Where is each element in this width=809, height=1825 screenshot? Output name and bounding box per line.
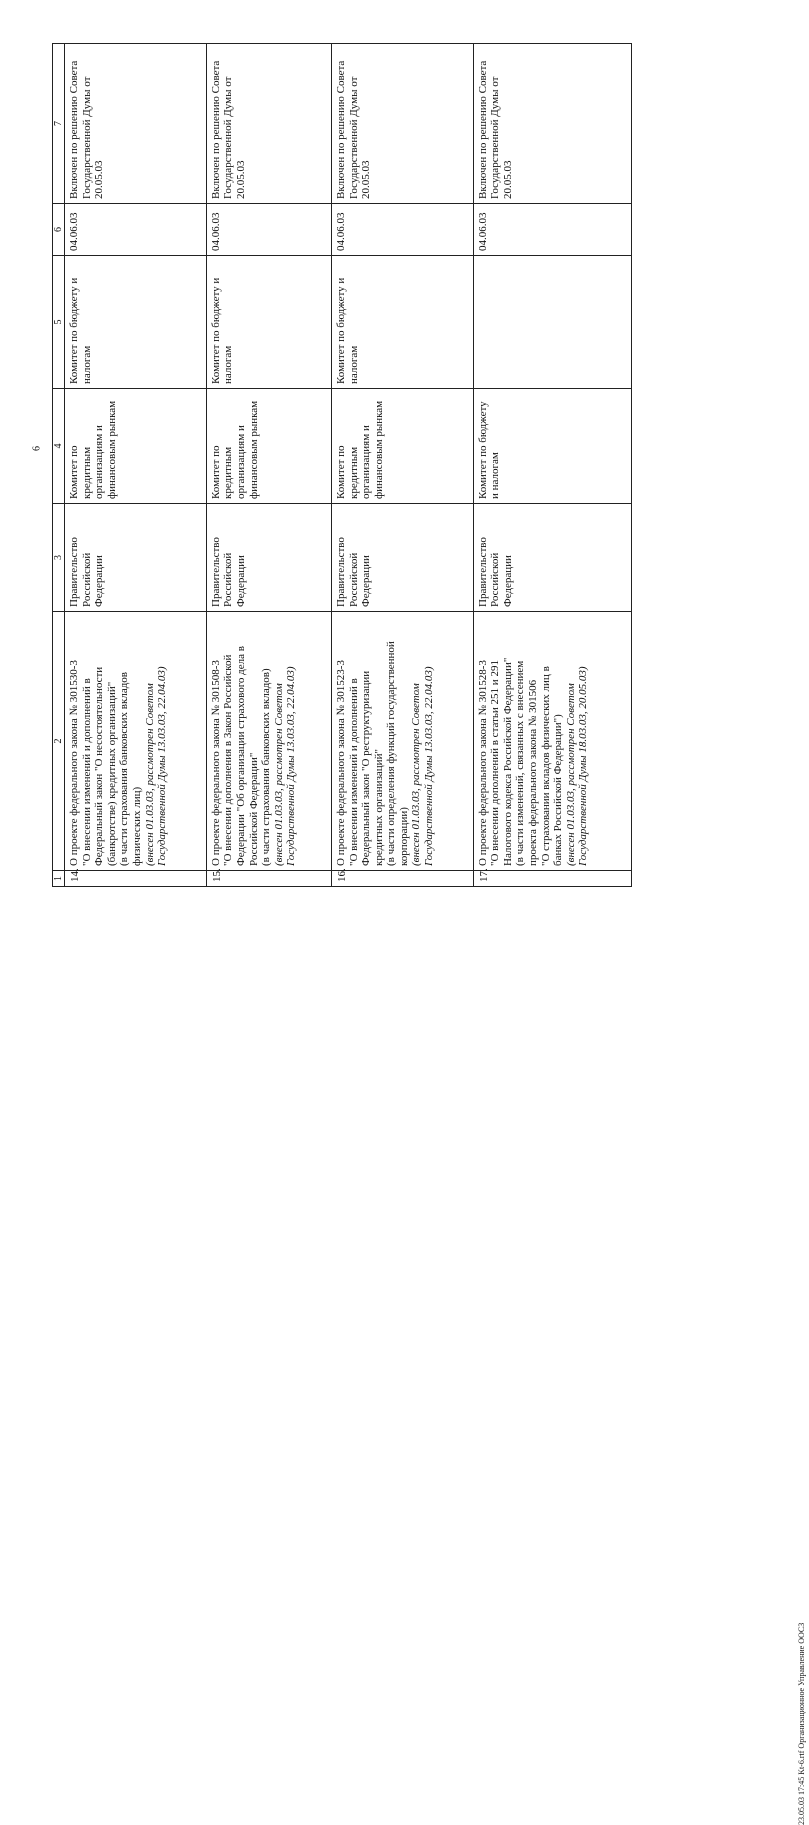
column-header: 7 xyxy=(53,44,65,204)
footer-text: 23.05.03 17:45 Kt-6.rtf Организационное Управление ООСЗ xyxy=(797,1622,806,1825)
column-header: 3 xyxy=(53,504,65,612)
bill-title: О проекте федерального закона № 301508-3 "О внесении дополнения в Закон Российской Федерации "Об организации страхового дела в Российской Федерации" (в части страхования банковских вкладов) xyxy=(209,646,273,866)
responsible-committee: Комитет по кредитным организациям и финансовым рынкам xyxy=(206,389,331,504)
bill-status-note: (внесен 01.03.03, рассмотрен Советом Государственной Думы 13.03.03, 22.04.03) xyxy=(410,666,436,866)
date: 04.06.03 xyxy=(331,204,473,256)
co-committee: Комитет по бюджету и налогам xyxy=(331,256,473,389)
bill-author: Правительство Российской Федерации xyxy=(65,504,207,612)
co-committee: Комитет по бюджету и налогам xyxy=(65,256,207,389)
bill-status-note: (внесен 01.03.03, рассмотрен Советом Государственной Думы 13.03.03, 22.04.03) xyxy=(143,666,169,866)
bill-description xyxy=(65,612,207,871)
responsible-committee: Комитет по кредитным организациям и финансовым рынкам xyxy=(65,389,207,504)
row-number: 15. xyxy=(206,871,331,887)
row-number: 16. xyxy=(331,871,473,887)
inclusion-note: Включен по решению Совета Государственной Думы от 20.05.03 xyxy=(206,44,331,204)
responsible-committee: Комитет по бюджету и налогам xyxy=(473,389,631,504)
inclusion-note: Включен по решению Совета Государственной Думы от 20.05.03 xyxy=(65,44,207,204)
column-header: 6 xyxy=(53,204,65,256)
bill-description xyxy=(331,612,473,871)
bill-author: Правительство Российской Федерации xyxy=(206,504,331,612)
date: 04.06.03 xyxy=(206,204,331,256)
co-committee: Комитет по бюджету и налогам xyxy=(206,256,331,389)
bill-status-note: (внесен 01.03.03, рассмотрен Советом Государственной Думы 18.03.03, 20.05.03) xyxy=(564,666,590,866)
table-row xyxy=(331,44,473,887)
co-committee xyxy=(473,256,631,389)
responsible-committee: Комитет по кредитным организациям и финансовым рынкам xyxy=(331,389,473,504)
table-row xyxy=(65,44,207,887)
column-header-row xyxy=(53,44,65,887)
table-row xyxy=(206,44,331,887)
rotated-page xyxy=(0,0,640,900)
inclusion-note: Включен по решению Совета Государственной Думы от 20.05.03 xyxy=(331,44,473,204)
bill-title: О проекте федерального закона № 301523-3 "О внесении изменений и дополнений в Федеральный закон "О реструктуризации кредитных организаций" (в части определения функций государственной корпорации) xyxy=(334,641,410,866)
table-row xyxy=(473,44,631,887)
date: 04.06.03 xyxy=(473,204,631,256)
bill-description xyxy=(206,612,331,871)
bill-author: Правительство Российской Федерации xyxy=(473,504,631,612)
column-header: 5 xyxy=(53,256,65,389)
page-number: 6 xyxy=(31,446,43,451)
column-header: 2 xyxy=(53,612,65,871)
bill-title: О проекте федерального закона № 301528-3 "О внесении дополнений в статьи 251 и 291 Налогового кодекса Российской Федерации" (в части изменений, связанных с внесением проекта федерального закона № 301506 "О страховании вкладов физических лиц в банках Российской Федерации") xyxy=(476,657,565,866)
bill-author: Правительство Российской Федерации xyxy=(331,504,473,612)
row-number: 17. xyxy=(473,871,631,887)
bill-description xyxy=(473,612,631,871)
inclusion-note: Включен по решению Совета Государственной Думы от 20.05.03 xyxy=(473,44,631,204)
bill-table xyxy=(52,43,632,887)
date: 04.06.03 xyxy=(65,204,207,256)
column-header: 1 xyxy=(53,871,65,887)
column-header: 4 xyxy=(53,389,65,504)
bill-title: О проекте федерального закона № 301530-3 "О внесении изменений и дополнений в Федеральный закон "О несостоятельности (банкротстве) кредитных организаций" (в части страхования банковских вкладов физических лиц) xyxy=(68,660,143,866)
row-number: 14. xyxy=(65,871,207,887)
bill-status-note: (внесен 01.03.03, рассмотрен Советом Государственной Думы 13.03.03, 22.04.03) xyxy=(272,666,298,866)
